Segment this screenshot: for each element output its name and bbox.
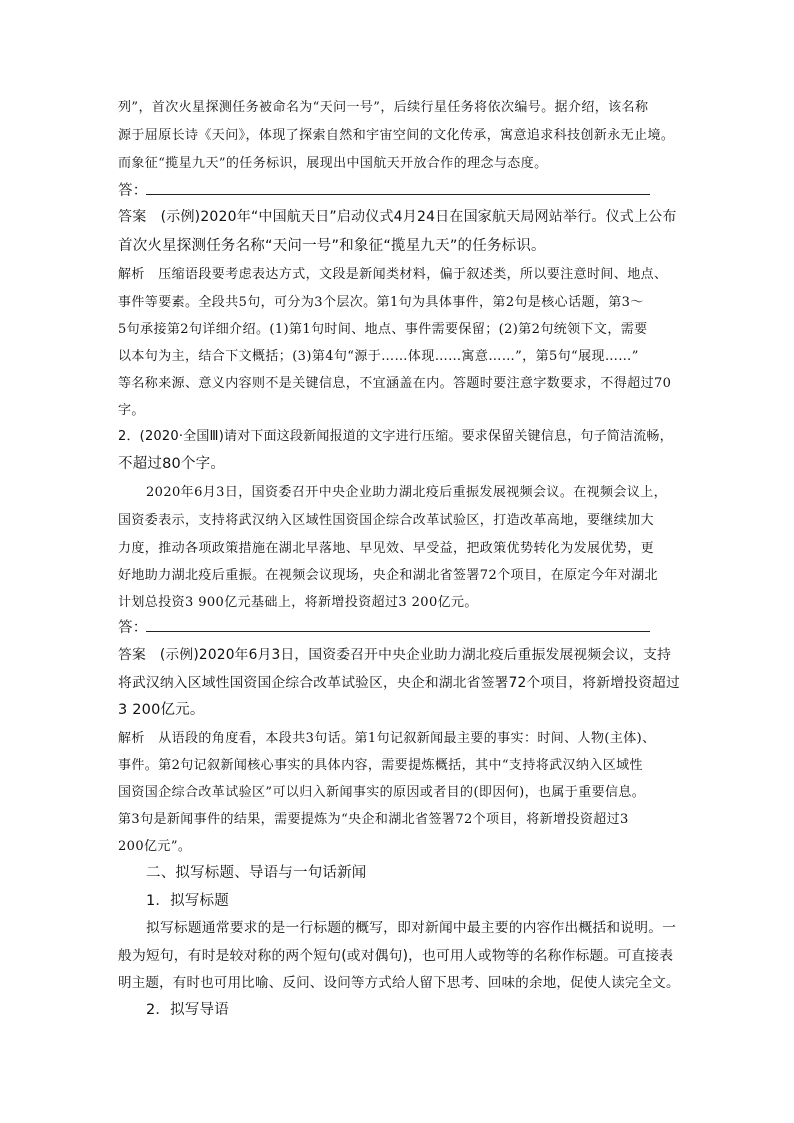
passage-line: 源于屈原长诗《天问》，体现了探索自然和宇宙空间的文化传承，寓意追求科技创新永无止境。: [118, 128, 675, 143]
question-title: 2．(2020·全国Ⅲ)请对下面这段新闻报道的文字进行压缩。要求保留关键信息，句子简洁流畅，: [118, 429, 673, 444]
explanation-line: 200亿元”。: [118, 839, 192, 854]
explanation-line: 第3句是新闻事件的结果，需要提炼为“央企和湖北省签署72个项目，将新增投资超过3: [118, 812, 629, 827]
section-heading: 二、拟写标题、导语与一句话新闻: [146, 865, 367, 881]
passage-line: 2020年6月3日，国资委召开中央企业助力湖北疫后重振发展视频会议。在视频会议上，: [146, 485, 668, 500]
body-paragraph-line: 明主题，有时也可用比喻、反问、设问等方式给人留下思考、回味的余地，促使人读完全文。: [118, 975, 680, 991]
answer-line: 3 200亿元。: [118, 702, 205, 718]
explanation-line: 事件等要素。全段共5句，可分为3个层次。第1句为具体事件，第2句是核心话题，第3～: [118, 295, 644, 310]
passage-line: 而象征“揽星九天”的任务标识，展现出中国航天开放合作的理念与态度。: [118, 156, 548, 171]
answer-blank-line: [146, 631, 650, 632]
answer-line: 答案 (示例)2020年“中国航天日”启动仪式4月24日在国家航天局网站举行。仪式上公布: [118, 209, 677, 225]
explanation-line: 解析 压缩语段要考虑表达方式，文段是新闻类材料，偏于叙述类，所以要注意时间、地点、: [118, 267, 668, 282]
body-paragraph-line: 拟写标题通常要求的是一行标题的概写，即对新闻中最主要的内容作出概括和说明。一: [146, 920, 677, 936]
body-paragraph-line: 般为短句，有时是较对称的两个短句(或对偶句)，也可用人或物等的名称作标题。可直接表: [118, 948, 674, 964]
explanation-line: 等名称来源、意义内容则不是关键信息，不宜涵盖在内。答题时要注意字数要求，不得超过70: [118, 376, 672, 391]
passage-line: 国资委表示，支持将武汉纳入区域性国资国企综合改革试验区，打造改革高地，要继续加大: [118, 513, 655, 528]
passage-line: 好地助力湖北疫后重振。在视频会议现场，央企和湖北省签署72个项目，在原定今年对湖北: [118, 568, 658, 583]
answer-label: 答：: [118, 183, 148, 199]
passage-line: 列”，首次火星探测任务被命名为“天问一号”，后续行星任务将依次编号。据介绍，该名称: [118, 100, 649, 115]
passage-line: 计划总投资3 900亿元基础上，将新增投资超过3 200亿元。: [118, 595, 478, 610]
explanation-line: 字。: [118, 403, 145, 418]
answer-line: 答案 (示例)2020年6月3日，国资委召开中央企业助力湖北疫后重振发展视频会议，支持: [118, 647, 672, 663]
subsection-heading: 1．拟写标题: [146, 893, 229, 909]
question-title: 不超过80个字。: [118, 456, 226, 472]
subsection-heading: 2．拟写导语: [146, 1002, 229, 1018]
answer-line: 将武汉纳入区域性国资国企综合改革试验区，央企和湖北省签署72个项目，将新增投资超过: [118, 675, 680, 691]
answer-blank-line: [146, 194, 650, 195]
explanation-line: 5句承接第2句详细介绍。(1)第1句时间、地点、事件需要保留；(2)第2句统领下文，需要: [118, 322, 648, 337]
answer-label: 答：: [118, 620, 148, 636]
explanation-line: 解析 从语段的角度看，本段共3句话。第1句记叙新闻最主要的事实：时间、人物(主体)、: [118, 731, 656, 746]
passage-line: 力度，推动各项政策措施在湖北早落地、早见效、早受益，把政策优势转化为发展优势，更: [118, 541, 655, 556]
answer-line: 首次火星探测任务名称“天问一号”和象征“揽星九天”的任务标识。: [118, 238, 546, 254]
explanation-line: 国资国企综合改革试验区”可以归入新闻事实的原因或者目的(即因何)，也属于重要信息。: [118, 785, 646, 800]
explanation-line: 以本句为主，结合下文概括；(3)第4句“源于……体现……寓意……”，第5句“展现……”: [118, 349, 639, 364]
explanation-line: 事件。第2句记叙新闻核心事实的具体内容，需要提炼概括，其中“支持将武汉纳入区域性: [118, 758, 643, 773]
